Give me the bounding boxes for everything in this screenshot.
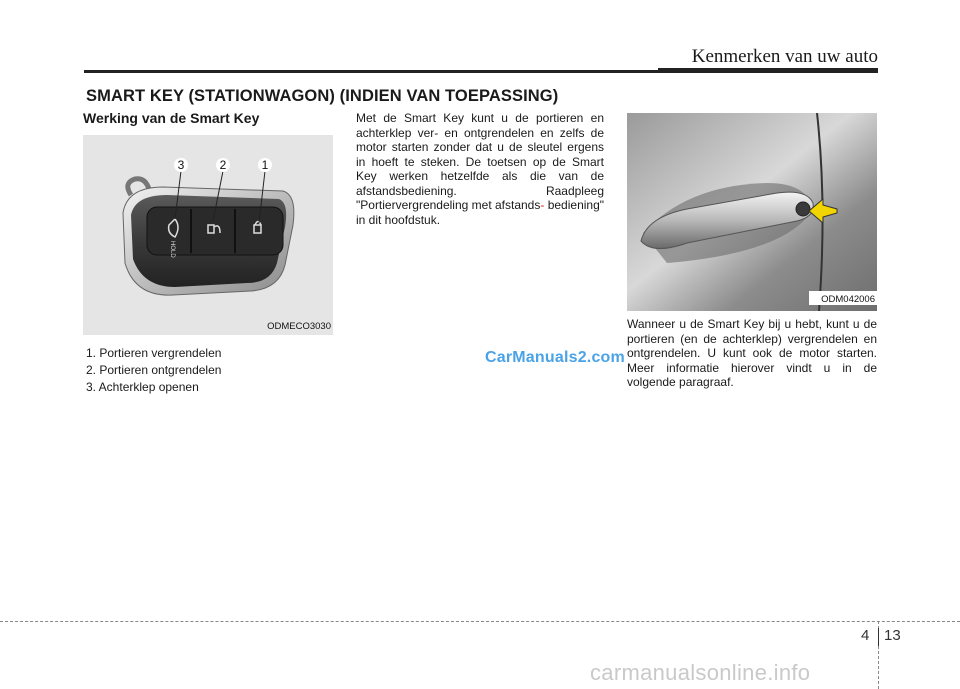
site-watermark: carmanualsonline.info bbox=[590, 660, 811, 685]
callout-1: 1 bbox=[261, 158, 269, 172]
smart-key-paragraph: Wanneer u de Smart Key bij u hebt, kunt u de portieren (en de achterklep) vergrendelen en ontgrendelen. U kunt ook de motor starten. Meer informatie hierover vindt u in de volgende paragraaf. bbox=[627, 317, 877, 389]
page-number-separator bbox=[878, 628, 879, 646]
page-number: 13 bbox=[884, 627, 901, 644]
sub-heading: Werking van de Smart Key bbox=[83, 110, 260, 126]
section-title: SMART KEY (STATIONWAGON) (INDIEN VAN TOEPASSING) bbox=[86, 87, 559, 105]
function-list bbox=[86, 345, 221, 396]
hyphen-mark: - bbox=[540, 198, 545, 212]
watermark-logo: CarManuals2.com bbox=[485, 349, 625, 366]
hold-label: HOLD bbox=[169, 241, 175, 258]
intro-text-part2: bediening" in dit hoofdstuk. bbox=[356, 198, 605, 227]
chapter-title: Kenmerken van uw auto bbox=[691, 46, 878, 67]
figure-caption-right: ODM042006 bbox=[821, 294, 875, 305]
intro-paragraph bbox=[356, 111, 604, 227]
figure-caption-left: ODMECO3030 bbox=[267, 321, 331, 332]
list-item: 3. Achterklep openen bbox=[86, 380, 199, 394]
smart-key-illustration bbox=[83, 135, 333, 335]
chapter-number: 4 bbox=[861, 627, 870, 644]
list-item: 1. Portieren vergrendelen bbox=[86, 346, 222, 360]
intro-text-part1: Met de Smart Key kunt u de portieren en achterklep ver- en ontgrendelen en zelfs de motor starten zonder dat u de sleutel ergens in hoeft te steken. De toetsen op de Smart Key werken hetzelfde als die van de afstandsbediening. Raadpleeg "Portiervergrendeling met afstands bbox=[356, 111, 604, 212]
list-item: 2. Portieren ontgrendelen bbox=[86, 363, 222, 377]
smart-key-figure bbox=[83, 135, 333, 335]
door-handle-figure bbox=[627, 113, 877, 311]
callout-3: 3 bbox=[177, 158, 185, 172]
callout-2: 2 bbox=[219, 158, 227, 172]
header-rule bbox=[84, 70, 658, 73]
door-handle-illustration bbox=[627, 113, 877, 311]
header-rule-accent bbox=[658, 68, 878, 73]
footer-rule bbox=[0, 621, 960, 622]
